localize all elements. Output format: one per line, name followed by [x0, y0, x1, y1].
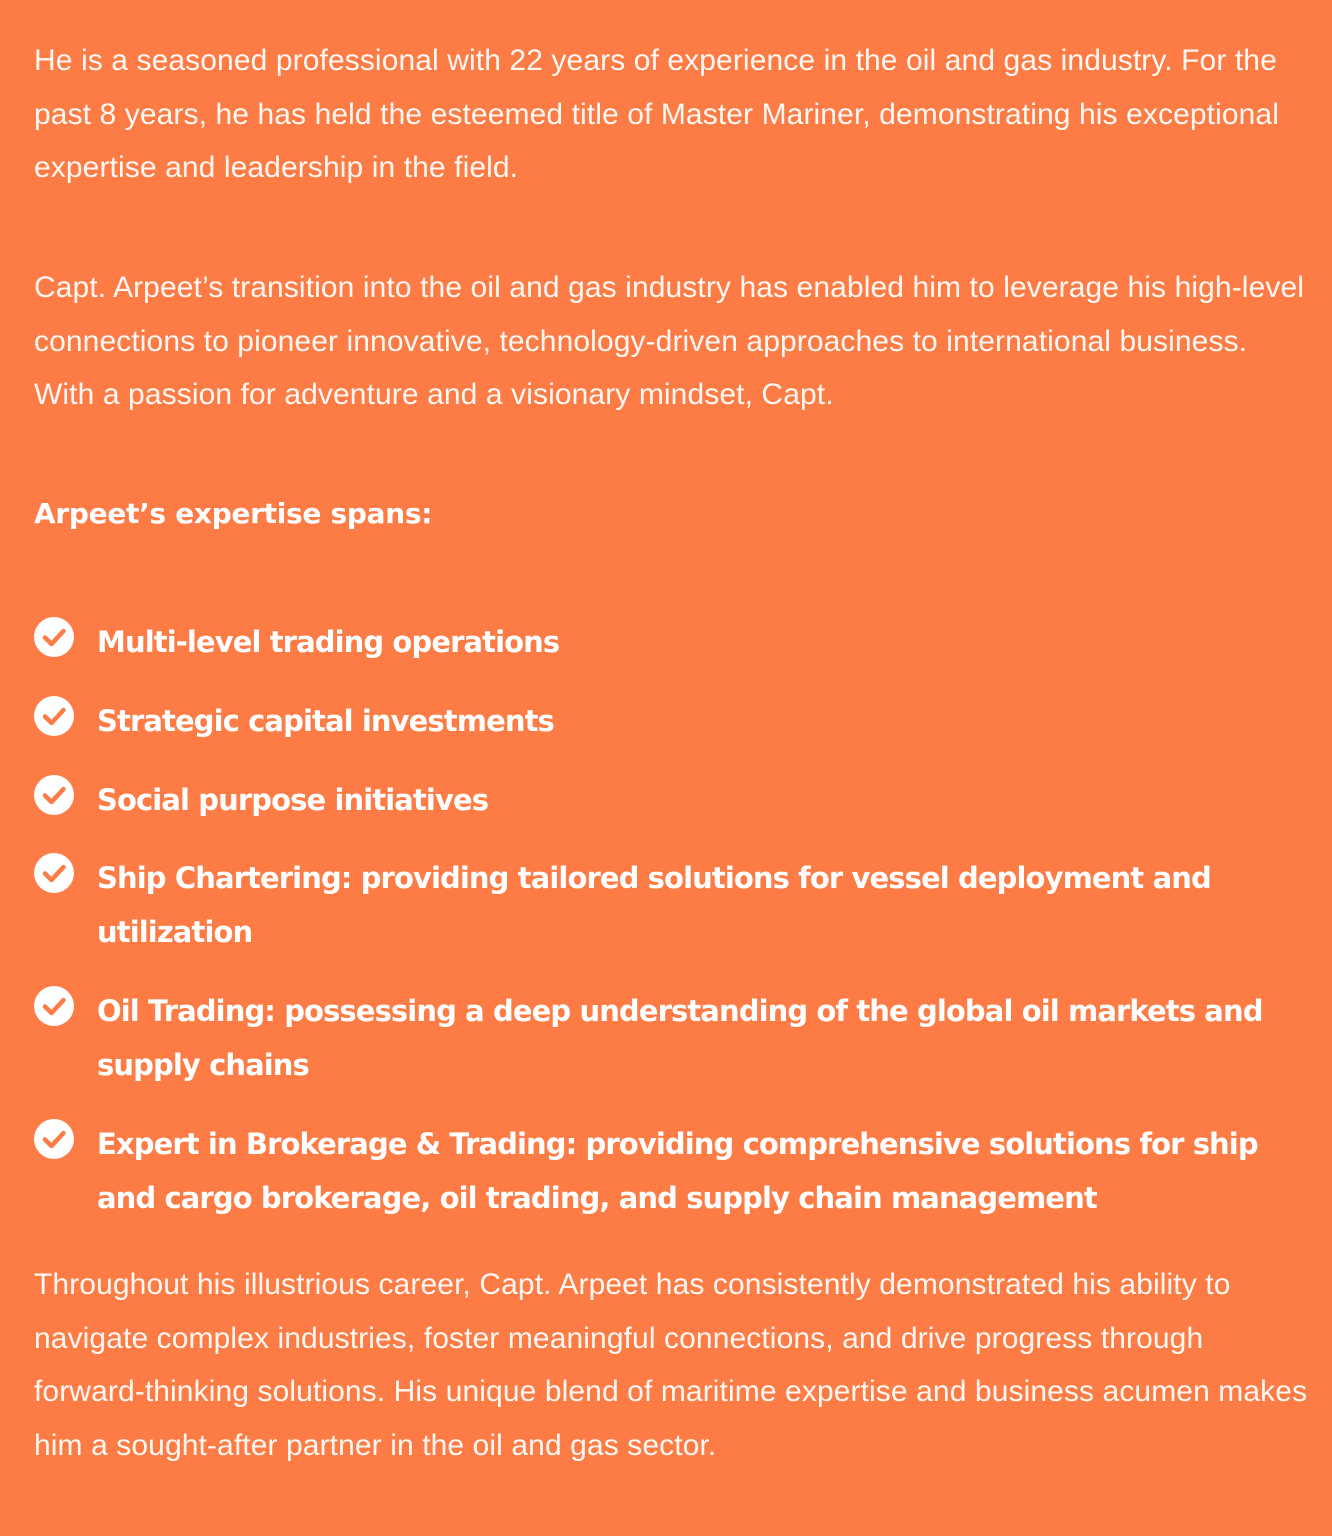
expertise-heading: Arpeet’s expertise spans:: [34, 497, 433, 530]
list-item-text: Ship Chartering: providing tailored solutions for vessel deployment and utilization: [97, 861, 1211, 949]
list-item-text: Social purpose initiatives: [97, 783, 489, 817]
check-circle-icon: [34, 853, 74, 893]
check-circle-icon: [34, 696, 74, 736]
list-item-text: Expert in Brokerage & Trading: providing comprehensive solutions for ship and cargo brokerage, oil trading, and supply chain management: [97, 1127, 1258, 1215]
list-item: [34, 984, 1304, 1092]
list-item-text: Strategic capital investments: [97, 704, 554, 738]
list-item-text: Multi-level trading operations: [97, 625, 560, 659]
list-item: [34, 615, 1304, 669]
check-circle-icon: [34, 1119, 74, 1159]
list-item: [34, 851, 1304, 959]
closing-paragraph: Throughout his illustrious career, Capt. Arpeet has consistently demonstrated his ability to navigate complex industries, foster meaningful connections, and drive progress through forward-thinking solutions. His unique blend of maritime expertise and business acumen makes him a sought-after partner in the oil and gas sector.: [34, 1268, 1308, 1462]
intro-paragraph-2: Capt. Arpeet’s transition into the oil and gas industry has enabled him to leverage his high-level connections to pioneer innovative, technology-driven approaches to international business. With a passion for adventure and a visionary mindset, Capt.: [34, 271, 1305, 411]
check-circle-icon: [34, 775, 74, 815]
list-item: [34, 773, 1304, 827]
list-item: [34, 1117, 1304, 1225]
list-item: [34, 694, 1304, 748]
list-item-text: Oil Trading: possessing a deep understanding of the global oil markets and supply chains: [97, 994, 1263, 1082]
intro-paragraph-1: He is a seasoned professional with 22 years of experience in the oil and gas industry. For the past 8 years, he has held the esteemed title of Master Mariner, demonstrating his exceptional expertise and leadership in the field.: [34, 44, 1279, 184]
check-circle-icon: [34, 986, 74, 1026]
check-circle-icon: [34, 617, 74, 657]
